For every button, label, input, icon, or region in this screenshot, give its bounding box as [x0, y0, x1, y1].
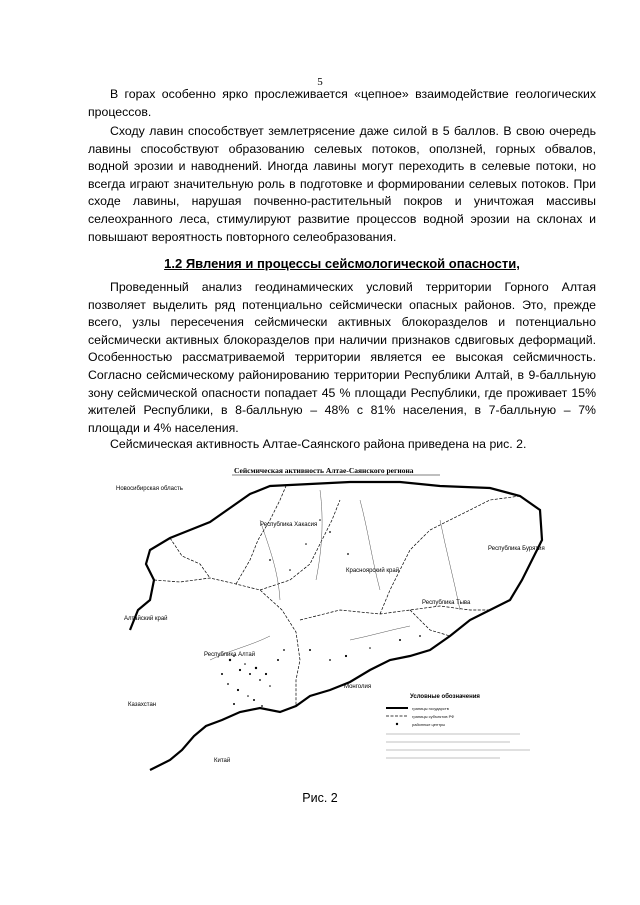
paragraph-avalanches [88, 123, 596, 246]
map-title: Сейсмическая активность Алтае-Саянского региона [234, 466, 414, 475]
region-label: Республика Бурятия [488, 546, 545, 552]
region-label: Алтайский край [124, 616, 168, 622]
paragraph-text: В горах особенно ярко прослеживается «цепное» взаимодействие геологических процессов. [88, 87, 596, 119]
region-label: Республика Тыва [422, 600, 471, 606]
section-heading [88, 256, 596, 271]
legend-item: границы государств [412, 706, 449, 711]
paragraph-text: Сейсмическая активность Алтае-Саянского района приведена на рис. 2. [110, 437, 527, 451]
region-label: Республика Алтай [204, 652, 256, 658]
paragraph-figure-reference [88, 436, 596, 454]
paragraph-text: Проведенный анализ геодинамических условий территории Горного Алтая позволяет выделить ряд потенциально сейсмически опасных районов. Это, прежде всего, узлы пересечения сейсмически активных блокоразделов и потенциально сейсмически активных блокоразделов при наличии признаков сдвиговых деформаций. Особенностью рассматриваемой территории является ее высокая сейсмичность. Согласно сейсмическому районированию территории Республики Алтай, в 9-балльную зону сейсмической опасности попадает 45 % площади Республики, где проживает 15% жителей Республики, в 8-балльную – 48% с 81% населения, в 7-балльную – 7% площади и 4% населения. [88, 280, 596, 435]
region-label: Монголия [344, 684, 372, 690]
paragraph-seismic-analysis [88, 279, 596, 437]
legend-item: границы субъектов РФ [412, 714, 455, 719]
page-number: 5 [317, 76, 323, 88]
figure-caption: Рис. 2 [302, 791, 338, 805]
region-label: Красноярский край [346, 568, 400, 574]
seismic-map [110, 460, 550, 780]
paragraph-chain-processes [88, 86, 596, 121]
region-label: Китай [214, 758, 231, 764]
section-title: Явления и процессы сейсмологической опасности, [185, 256, 520, 271]
section-number: 1.2 [164, 256, 183, 271]
region-label: Казахстан [128, 702, 157, 708]
legend-title: Условные обозначения [410, 694, 480, 700]
region-label: Республика Хакасия [260, 522, 318, 528]
legend-item: районные центры [412, 722, 446, 727]
seismic-map-figure [110, 460, 550, 780]
paragraph-text: Сходу лавин способствует землетрясение даже силой в 5 баллов. В свою очередь лавины способствуют образованию селевых потоков, оползней, горных обвалов, водной эрозии и наводнений. Иногда лавины могут переходить в селевые потоки, но всегда играют значительную роль в подготовке и формировании селевых потоков. При сходе лавины, нарушая почвенно-растительный покров и уничтожая массивы селеохранного леса, стимулируют развитие процессов водной эрозии на склонах и повышают вероятность повторного селеобразования. [88, 124, 596, 244]
region-label: Новосибирская область [116, 486, 183, 492]
